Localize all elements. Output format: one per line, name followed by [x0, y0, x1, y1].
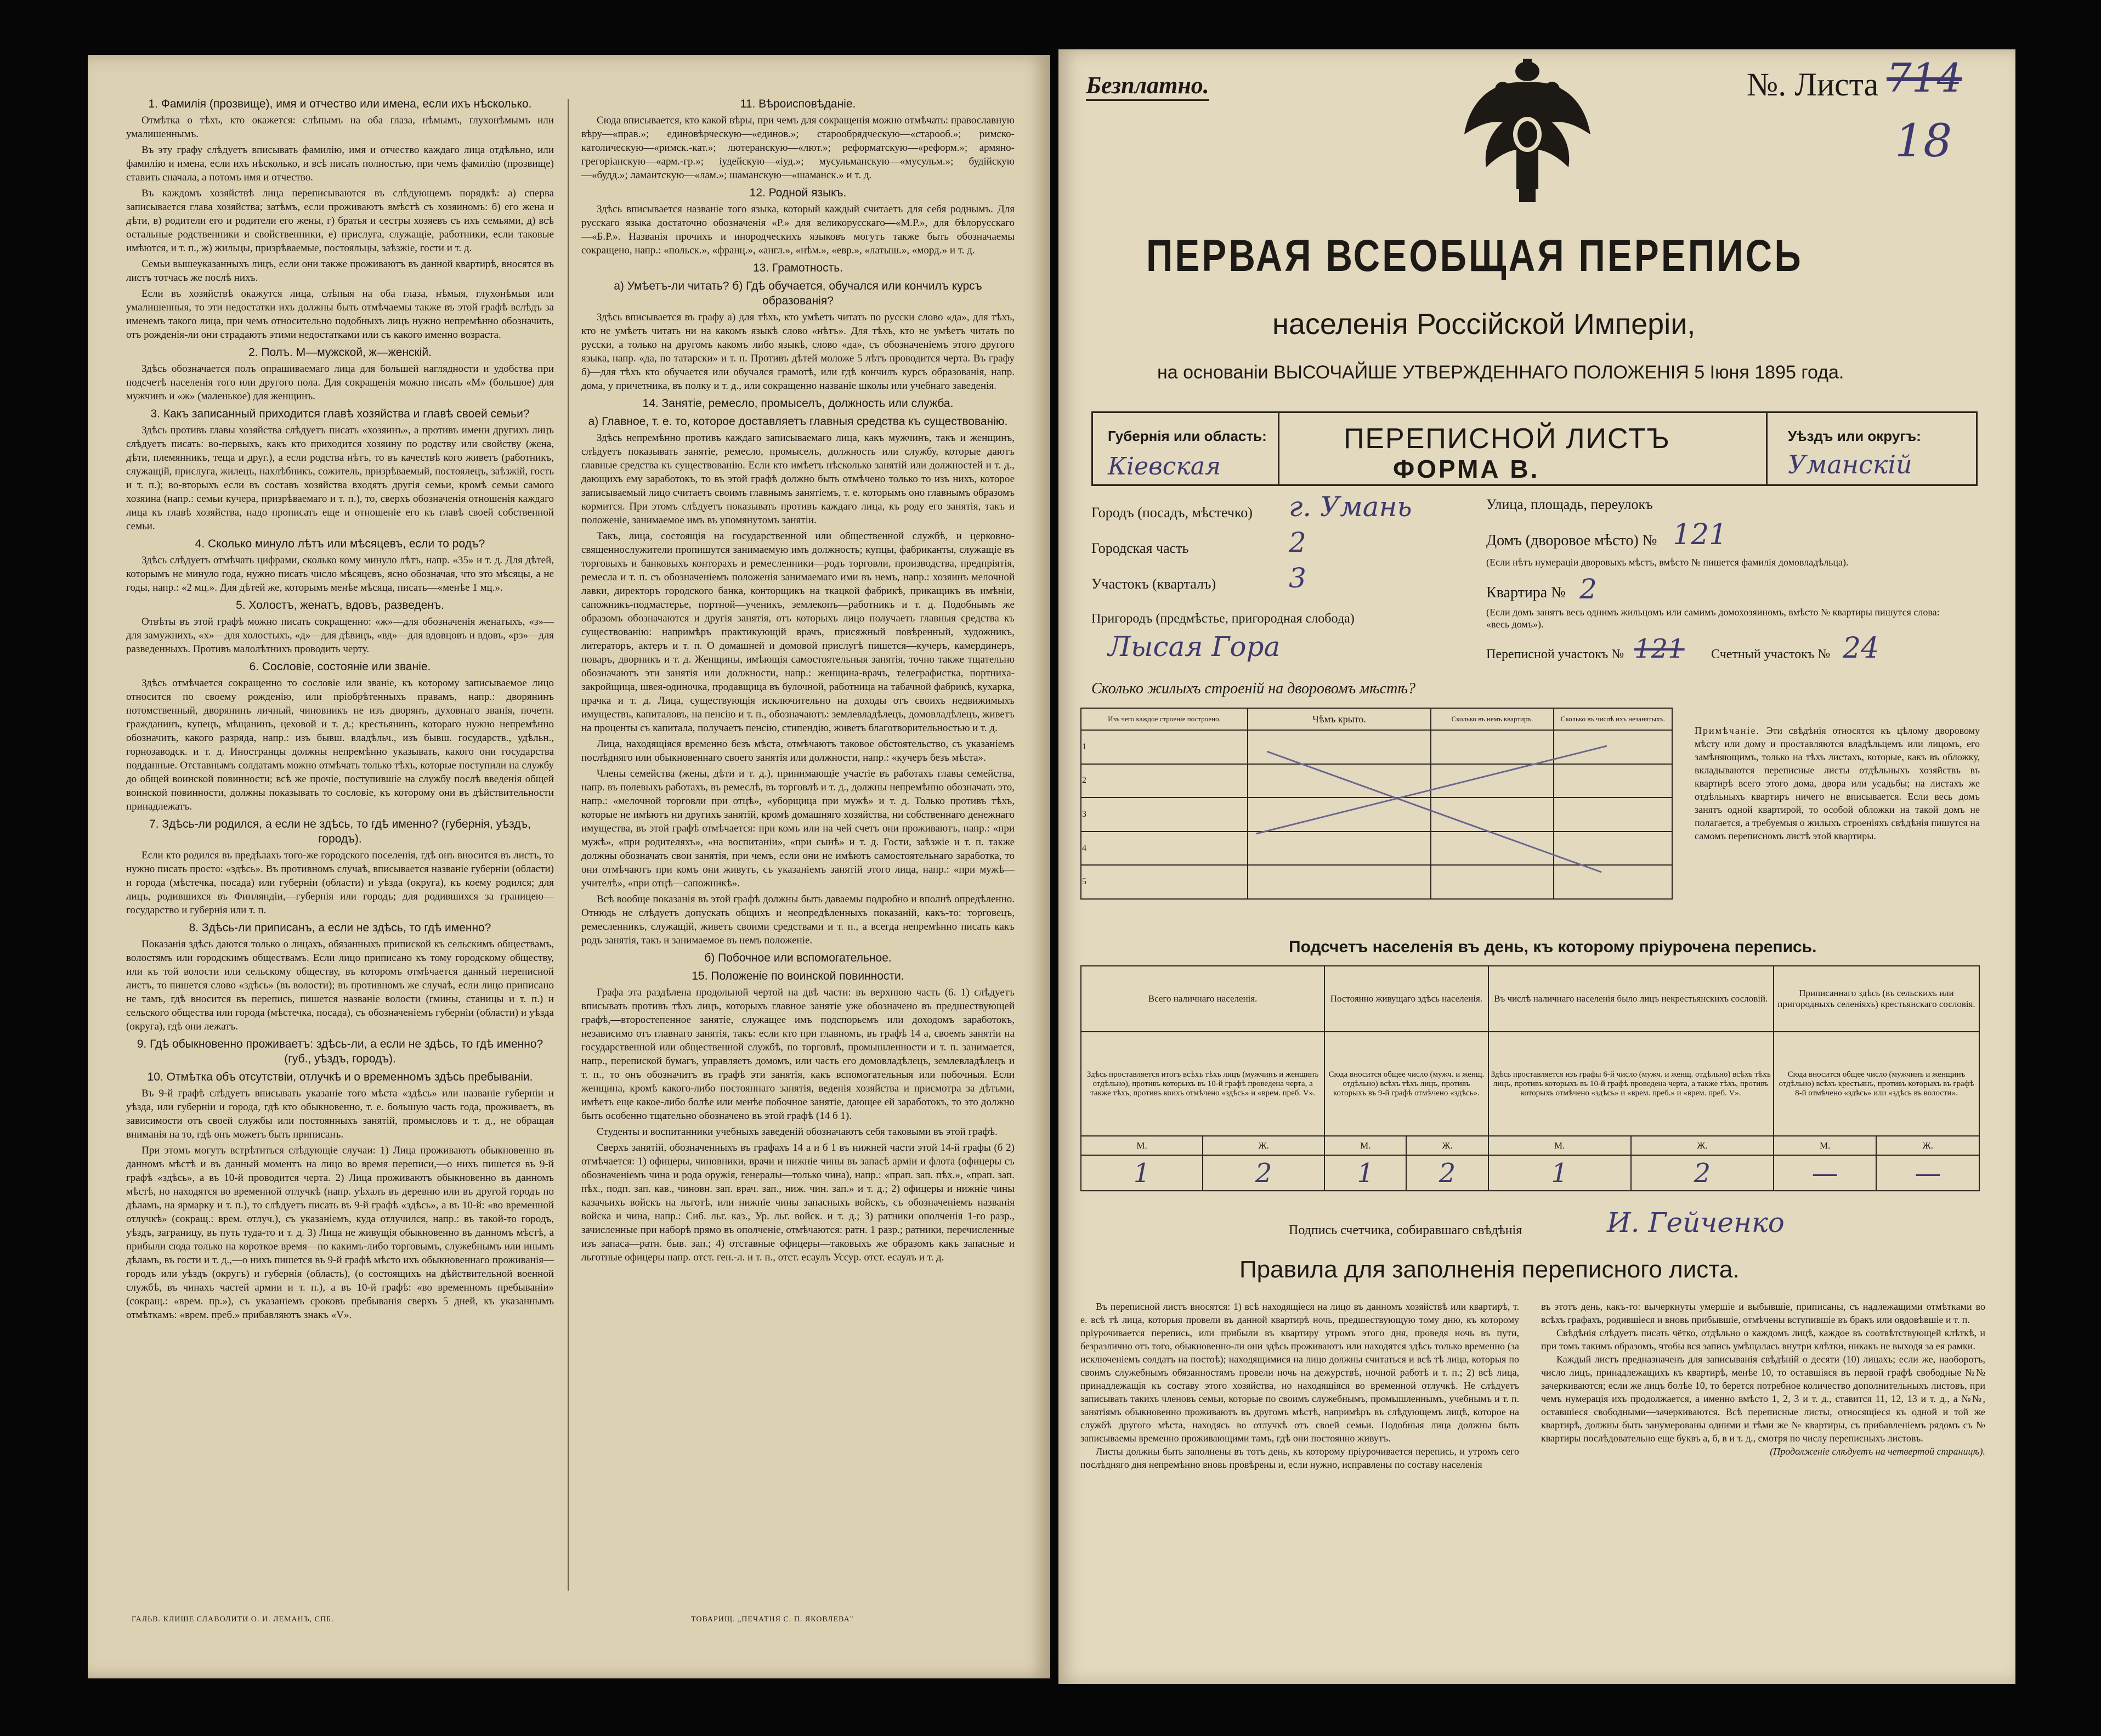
census-form-page [1058, 49, 2015, 1684]
section-heading: 4. Сколько минуло лѣтъ или мѣсяцевъ, если то родъ? [195, 538, 485, 550]
count-peasant-zh: — [1876, 1155, 1979, 1191]
printer-note-left: ГАЛЬВ. КЛИШЕ СЛАВОЛИТИ О. И. ЛЕМАНЪ, СПБ. [132, 1615, 334, 1624]
instruction-paragraph: Сюда вписывается, кто какой вѣры, при чемъ для сокращенія можно отмѣчать: православную вѣру—«прав.»; единовѣрческую—«единов.»; старообрядческую—«старооб.»; римско-католическую—«римск.-кат.»; лютеранскую—«лют.»; реформатскую—«реформ.»; армяно-грегоріанскую—«арм.-гр.»; іудейскую—«іуд.»; мусульманскую—«мусульм.»; будійскую—«будд.»; ламаитскую—«лам.»; шаманскую—«шаманск.» и т. д. [581, 115, 1015, 181]
section-heading: 1. Фамилія (прозвище), имя и отчество или имена, если ихъ нѣсколько. [148, 98, 532, 110]
buildings-row-number: 5 [1081, 865, 1248, 899]
page-subtitle: населенія Россійской Имперіи, [1272, 308, 1696, 341]
instruction-paragraph: Сверхъ занятій, обозначенныхъ въ графахъ 14 а и б 1 въ нижней части этой 14-й графы (б 2) отмѣчается: 1) офицеры, чиновники, врачи и нижніе чины въ запасѣ арміи и флота (офицеры съ обозначеніемъ чина и рода оружія, генералы—только чина), напр.: «прап. зап. пѣх.», «прап. зап. пѣх., подп. зап. кав., чиновн. зап. врач. зап., ниж. чин. зап.» и т. д.; 2) офицеры и нижніе чины казачьихъ войскъ на льготѣ, или нижніе чины запасныхъ войскъ, съ обозначеніемъ названія войска и чина, напр.: Сиб. льг. каз., Ур. льг. войск. и т. д.; 3) ратники ополченія 1-го разр., зачисленные при наборѣ прямо въ ополченіе, отмѣчаются: ратн. 1 разр.; ратники, перечисленные изъ запаса—ратн. быв. зап.; 4) отставные офицеры—таковыхъ же образомъ какъ запасные и льготные офицеры напр. отст. ген.-л. и т. п., отст. есаулъ Уссур. отст. есаулъ и т. д. [581, 1142, 1015, 1263]
instruction-paragraph: Здѣсь противъ главы хозяйства слѣдуетъ писать «хозяинъ», а противъ имени другихъ лицъ слѣдуетъ писать: во-первыхъ, какъ кто приходится хозяину по родству или свойству (жена, дѣти, племянникъ, теща и друг.), а если родства нѣтъ, то въ качествѣ кого живетъ (работникъ, служащій, прислуга, жилецъ, нахлѣбникъ, сожитель, призрѣваемый, постоялецъ, заѣзжій, гость и т. п.); во-вторыхъ если въ составъ хозяйства входятъ другія семьи, кромѣ семьи самого хозяина (напр.: семьи кучера, призрѣваемаго и т. п.), то, сверхъ обозначенія отношенія каждаго лица къ главѣ хозяйства, надо прописать еще и отношеніе его къ главѣ своей собственной семьи. [126, 425, 554, 532]
part-value: 2 [1289, 527, 1306, 558]
instruction-paragraph: Отмѣтка о тѣхъ, кто окажется: слѣпымъ на оба глаза, нѣмымъ, глухонѣмымъ или умалишеннымъ. [126, 115, 554, 140]
census-district-label: Переписной участокъ № [1486, 647, 1624, 661]
header-divider [1766, 411, 1768, 486]
section-heading: 6. Сословіе, состояніе или званіе. [249, 660, 431, 673]
legal-basis: на основаніи ВЫСОЧАЙШЕ УТВЕРЖДЕННАГО ПОЛОЖЕНІЯ 5 Іюня 1895 года. [1157, 362, 1844, 383]
imperial-eagle-emblem-icon [1459, 58, 1596, 206]
buildings-row-number: 3 [1081, 798, 1248, 832]
instruction-paragraph: Если въ хозяйствѣ окажутся лица, слѣпыя на оба глаза, нѣмыя, глухонѣмыя или умалишенныя, то эти недостатки ихъ должны быть отмѣчаемы также въ этой графѣ вслѣдъ за именемъ такого лица, при чемъ относительно подобныхъ лицъ нужно непремѣнно обозначить, отъ рожденія-ли они страдаютъ этими недостатками или съ какого именно возраста. [126, 288, 554, 341]
buildings-row-number: 1 [1081, 730, 1248, 764]
count-m-label: М. [1774, 1136, 1876, 1155]
count-zh-label: Ж. [1631, 1136, 1774, 1155]
city-value: г. Умань [1289, 491, 1412, 523]
instructions-column-1 [126, 93, 554, 1591]
note-title: Примѣчаніе. [1695, 725, 1760, 736]
rules-paragraph: Каждый листъ предназначенъ для записыванія свѣдѣній о десяти (10) лицахъ; если же, наоборотъ, число лицъ, принадлежащихъ къ квартирѣ, менѣе 10, то оставшіяся въ первой графѣ свободные №№ зачеркиваются; если же лицъ болѣе 10, то берется потребное количество дополнительныхъ листовъ, при чемъ нумерація ихъ продолжается, а именно вмѣсто 1, 2, 3 и т. д., ставится 11, 12, 13 и т. д., а №№, оставшіеся свободными—зачеркиваются. Всѣ переписные листы, относящіеся къ одной и той же квартирѣ, должны быть занумерованы одними и тѣми же № квартиры, съ прибавленіемъ рядомъ съ № квартиры послѣдовательно еще буквъ а, б, в и т. д., смотря по числу переписныхъ листовъ. [1541, 1354, 1985, 1444]
count-m-label: М. [1081, 1136, 1203, 1155]
sheet-number-handwritten: 714 [1887, 55, 1962, 101]
house-value: 121 [1673, 518, 1728, 551]
count-desc-non-peasant: Здѣсь проставляется изъ графы 6-й число (мужч. и женщ. отдѣльно) всѣхъ тѣхъ лицъ, противъ которыхъ въ 10-й графѣ проведена черта, а также тѣхъ, противъ которыхъ отмѣчено «здѣсь» и «врем. преб.» и «врем. преб. V». [1488, 1032, 1774, 1136]
section-heading: 7. Здѣсь-ли родился, а если не здѣсь, то гдѣ именно? (губернія, уѣздъ, городъ). [149, 818, 531, 845]
form-subtitle: ФОРМА В. [1393, 455, 1540, 483]
note-block [1695, 724, 1980, 842]
buildings-col-roof: Чѣмъ крыто. [1248, 708, 1431, 730]
instruction-paragraph: Семьи вышеуказанныхъ лицъ, если они также проживаютъ въ данной квартирѣ, вносятся въ листъ тотчасъ же послѣ нихъ. [126, 258, 554, 284]
printer-note-right: ТОВАРИЩ. „ПЕЧАТНЯ С. П. ЯКОВЛЕВА" [691, 1615, 854, 1624]
buildings-row-number: 4 [1081, 832, 1248, 866]
section-heading: 10. Отмѣтка объ отсутствіи, отлучкѣ и о временномъ здѣсь пребываніи. [147, 1071, 533, 1083]
buildings-col-vacant: Сколько въ числѣ ихъ незанятыхъ. [1554, 708, 1672, 730]
section-heading: 9. Гдѣ обыкновенно проживаетъ: здѣсь-ли, а если не здѣсь, то гдѣ именно? (губ., уѣздъ, городъ). [137, 1038, 543, 1065]
apartment-label: Квартира № [1486, 584, 1566, 601]
district-value: Уманскій [1788, 450, 1912, 479]
count-zh-label: Ж. [1203, 1136, 1324, 1155]
instruction-paragraph: Въ эту графу слѣдуетъ вписывать фамилію, имя и отчество каждаго лица отдѣльно, или фамилію и имена, если ихъ нѣсколько, и всѣ писать полностью, при чемъ фамилію (прозвище) ставить сначала, а потомъ имя и отчество. [126, 144, 554, 183]
buildings-col-material: Изъ чего каждое строеніе построено. [1081, 708, 1248, 730]
section-heading: а) Умѣетъ-ли читать? б) Гдѣ обучается, обучался или кончилъ курсъ образованія? [614, 280, 982, 307]
signature-label: Подпись счетчика, собиравшаго свѣдѣнія [1289, 1223, 1522, 1237]
pencil-strike-lines [1245, 735, 1618, 900]
count-resident-zh: 2 [1406, 1155, 1488, 1191]
section-label: Участокъ (кварталъ) [1091, 576, 1216, 592]
rules-title: Правила для заполненія переписного листа. [1239, 1256, 1740, 1283]
census-district-value: 121 [1634, 634, 1685, 664]
count-present-m: 1 [1081, 1155, 1203, 1191]
section-value: 3 [1289, 562, 1306, 594]
instruction-paragraph: Здѣсь отмѣчается сокращенно то сословіе или званіе, къ которому записываемое лицо относится по своему рожденію, или пріобрѣтенныхъ правамъ, напр.: дворянинъ потомственный, дворянинъ личный, чиновникъ не изъ дворянъ, духовнаго званія, почетн. гражданинъ, купецъ, мѣщанинъ, цеховой и т. д.; крестьянинъ, котораго нужно непремѣнно обозначить, какого разряда, напр.: изъ бывш. владѣльч., изъ бывш. государств., удѣльн., горнозаводск. и т. д. Иностранцы должны непремѣнно указывать, какого они государства подданные. Отставнымъ солдатамъ можно отмѣчать только тѣхъ, которые поступили на службу до общей воинской повинности; всѣ же прочіе, поступившіе на службу послѣ введенія общей воинской повинности, должны показывать то сословіе, къ которому они въ дѣйствительности принадлежатъ. [126, 677, 554, 812]
count-present-zh: 2 [1203, 1155, 1324, 1191]
province-label: Губернія или область: [1108, 428, 1267, 444]
buildings-question: Сколько жилыхъ строеній на дворовомъ мѣстѣ? [1091, 680, 1416, 697]
instruction-paragraph: Здѣсь вписывается названіе того языка, который каждый считаетъ для себя роднымъ. Для русскаго языка достаточно обозначенія «Р.» для великорусскаго—«М.Р.», для бѣлорусскаго—«Б.Р.». Названія прочихъ и инородческихъ языковъ могутъ также быть обозначаемы сокращено, напр.: «польск.», «франц.», «англ.», «нѣм.», «евр.», «латыш.», «морд.» и т. д. [581, 203, 1015, 256]
count-zh-label: Ж. [1876, 1136, 1979, 1155]
column-divider [568, 99, 569, 1591]
instruction-paragraph: Въ каждомъ хозяйствѣ лица переписываются въ слѣдующемъ порядкѣ: а) сперва записывается глава хозяйства; затѣмъ, если проживаютъ вмѣстѣ съ хозяиномъ: б) его жена и дѣти, в) родители его и родители его жены, г) братья и сестры хозяевъ съ ихъ семьями, д) всѣ остальные родственники и свойственники, е) прислуга, служащіе, работники, если таковые имѣются, и т. п., ж) жильцы, призрѣваемые, постояльцы, заѣзжіе, гости и т. д. [126, 188, 554, 254]
instruction-paragraph: Графа эта раздѣлена продольной чертой на двѣ части: въ верхнюю часть (6. 1) слѣдуетъ вписывать противъ тѣхъ лицъ, которыхъ главное занятіе уже обозначено въ предшествующей графѣ,—второстепенное занятіе, служащее имъ подспорьемъ или доходомъ заработокъ, независимо отъ главнаго занятія, такъ: если кто при главномъ, въ графѣ 14 а, своемъ занятіи на государственной или общественной службѣ, по торговлѣ, промышленности и т. п. занимается, напр., перепиской бумагъ, управляетъ домомъ, или часть его домовладѣлецъ, землевладѣлецъ и т. п., то онъ обозначитъ въ графѣ эти занятія, какъ вспомогательныя или побочныя. Если женщина, кромѣ какого-либо постояннаго занятія, веденія хозяйства и присмотра за дѣтьми, имѣетъ еще какое-либо болѣе или менѣе побочное занятіе, дающее ей заработокъ, то это должно быть особенно тщательно обозначено въ этой графѣ (14 б 1). [581, 987, 1015, 1122]
city-label: Городъ (посадъ, мѣстечко) [1091, 505, 1253, 521]
instruction-paragraph: Члены семейства (жены, дѣти и т. д.), принимающіе участіе въ работахъ главы семейства, напр. въ полевыхъ работахъ, въ ремеслѣ, въ торговлѣ и т. д., должны непремѣнно обозначать это, напр.: «мелочной торговли при отцѣ», «уборщица при мужѣ» и т. д. Только противъ тѣхъ, которые не имѣютъ ни другихъ занятій, кромѣ домашняго хозяйства, ни собственнаго денежнаго имущества, въ этой графѣ отмѣчается: при комъ или на чей счетъ они проживаютъ, напр.: «при мужѣ», «при родителяхъ», «на воспитаніи», «при сынѣ» и т. д. Гости, заѣзжіе и т. п. также должны обозначать свои занятія, при чемъ, если они не имѣютъ самостоятельнаго заработка, то они отмѣчаютъ при комъ они живутъ, съ указаніемъ занятій этого лица, напр.: «при мужѣ—учителѣ», «при отцѣ—сапожникѣ». [581, 768, 1015, 889]
population-count-table [1080, 965, 1980, 1191]
instruction-paragraph: Если кто родился въ предѣлахъ того-же городского поселенія, гдѣ онъ вносится въ листъ, то нужно писать просто: «здѣсь». Въ противномъ случаѣ, вписывается названіе губерніи (области) и города (мѣстечка, посада) или губерніи (области) и уѣзда (округа), къ коему родился; для лицъ, родившихся въ Финляндіи,—губернія или городъ; для родившихся за границею—государство и губернія или т. п. [126, 850, 554, 916]
section-heading: 12. Родной языкъ. [749, 186, 847, 199]
rules-column-1 [1080, 1300, 1519, 1471]
section-heading: б) Побочное или вспомогательное. [704, 952, 892, 964]
instruction-paragraph: Лица, находящіяся временно безъ мѣста, отмѣчаютъ таковое обстоятельство, съ указаніемъ послѣдняго или обыкновеннаго своего занятія или должности, напр.: «кучеръ безъ мѣста». [581, 738, 1015, 764]
count-desc-peasant: Сюда вносится общее число (мужчинъ и женщинъ отдѣльно) всѣхъ крестьянъ, противъ которыхъ въ графѣ 8-й отмѣчено «здѣсь» или «здѣсь въ волости». [1774, 1032, 1979, 1136]
count-peasant-m: — [1774, 1155, 1876, 1191]
house-note: (Если нѣтъ нумераціи дворовыхъ мѣстъ, вмѣсто № пишется фамилія домовладѣльца). [1486, 557, 1849, 568]
section-heading: 3. Какъ записанный приходится главѣ хозяйства и главѣ своей семьи? [150, 408, 530, 420]
rules-paragraph: Листы должны быть заполнены въ тотъ день, къ которому пріурочивается перепись, и утромъ сего послѣдняго дня непремѣнно вновь провѣрены и, если нужно, исправлены по составу населенія [1080, 1446, 1519, 1470]
province-value: Кіевская [1108, 453, 1221, 480]
buildings-row-number: 2 [1081, 764, 1248, 798]
street-label: Улица, площадь, переулокъ [1486, 496, 1653, 512]
header-divider [1278, 411, 1279, 486]
instruction-paragraph: Здѣсь вписывается въ графу а) для тѣхъ, кто умѣетъ читать по русски слово «да», для тѣхъ, кто не умѣетъ читать ни на какомъ языкѣ слово «нѣтъ». Для тѣхъ, кто не умѣетъ читать по русски, а только на другомъ какомъ либо языкѣ, слово «да», съ обозначеніемъ этого другого языка, напр. «да, по татарски» и т. п. Противъ дѣтей моложе 5 лѣтъ проводится черта. Въ графу б)—для тѣхъ кто обучается или обучался грамотѣ, или гдѣ кончилъ курсъ образованія, напр. дома, у причетника, въ полку и т. д., или сокращенно названіе школы или учебнаго заведенія. [581, 312, 1015, 392]
apartment-value: 2 [1579, 573, 1597, 605]
section-heading: 2. Полъ. М—мужской, ж—женскій. [248, 346, 432, 359]
instruction-paragraph: Студенты и воспитанники учебныхъ заведеній обозначаютъ себя таковыми въ этой графѣ. [597, 1126, 998, 1138]
section-heading: а) Главное, т. е. то, которое доставляетъ главныя средства къ существованію. [588, 415, 1008, 428]
page-title: ПЕРВАЯ ВСЕОБЩАЯ ПЕРЕПИСЬ [1146, 231, 1803, 281]
instruction-paragraph: Въ 9-й графѣ слѣдуетъ вписывать указаніе того мѣста «здѣсь» или названіе губерніи и уѣзда, или губерніи и города, гдѣ кто обыкновенно, т. е. большую часть года, проживаетъ, въ зависимости отъ своей службы или постоянныхъ занятій, промысловъ и т. д., не обращая вниманія на то, гдѣ онъ можетъ быть приписанъ. [126, 1088, 554, 1140]
count-zh-label: Ж. [1406, 1136, 1488, 1155]
count-district-label: Счетный участокъ № [1711, 647, 1831, 661]
district-label: Уѣздъ или округъ: [1788, 428, 1921, 444]
enumerator-signature: И. Гейченко [1607, 1207, 1785, 1239]
section-heading: 15. Положеніе по воинской повинности. [692, 970, 904, 982]
free-label: Безплатно. [1086, 71, 1209, 101]
rules-paragraph: Въ переписной листъ вносятся: 1) всѣ находящіеся на лицо въ данномъ хозяйствѣ или квартирѣ, т. е. всѣ тѣ лица, которыя провели въ данной квартирѣ ночь, предшествующую тому дню, къ которому пріурочивается перепись, или прибыли въ квартиру утромъ этого дня, проведя ночь въ пути, безразлично отъ того, обыкновенно-ли они здѣсь проживаютъ или находятся здѣсь только временно (за исключеніемъ солдатъ на постоѣ); находящимися на лицо должны считаться и всѣ тѣ лица, которыя по своимъ служебнымъ обязанностямъ провели ночь на дежурствѣ, ночной работѣ и т. п.; 2) всѣ лица, принадлежащія къ составу этого хозяйства, но находящіяся во временной отлучкѣ. Не слѣдуетъ записывать такихъ членовъ семьи, которые по своимъ служебнымъ, промышленнымъ, учебнымъ и т. п. занятіямъ обыкновенно проживаютъ въ другомъ мѣстѣ, напримѣръ въ слѣдующемъ лицѣ, которое на службѣ другого мѣста, находясь во отлучкѣ отъ своей семьи. Подобныя лица должны быть записываемы временно проживающими тамъ, гдѣ они постоянно живутъ. [1080, 1301, 1519, 1444]
rules-paragraph: въ этотъ день, какъ-то: вычеркнуты умершіе и выбывшіе, приписаны, съ надлежащими отмѣтками во всѣхъ графахъ, родившіеся и вновь прибывшіе, отмѣчены вступившіе въ бракъ или овдовѣвшіе и т. п. [1541, 1301, 1985, 1325]
count-district-value: 24 [1843, 632, 1879, 665]
count-title: Подсчетъ населенія въ день, къ которому пріурочена перепись. [1289, 938, 1817, 956]
instruction-paragraph: Всѣ вообще показанія въ этой графѣ должны быть даваемы подробно и вполнѣ опредѣленно. Отнюдь не слѣдуетъ допускать общихъ и неопредѣленныхъ показаній, какъ-то: торговецъ, ремесленникъ, служащій, живетъ своими средствами и т. п., а всегда непремѣнно писать какъ родъ занятія, такъ и занимаемое въ немъ положеніе. [581, 894, 1015, 946]
suburb-label: Пригородъ (предмѣстье, пригородная слобода) [1091, 612, 1355, 626]
count-resident-m: 1 [1324, 1155, 1406, 1191]
note-text: Эти свѣдѣнія относятся къ цѣлому дворовому мѣсту или дому и проставляются владѣльцемъ или лицомъ, его замѣняющимъ, только на тѣхъ листахъ, которые, какъ въ обложку, вкладываются переписные листы отдѣльныхъ хозяйствъ въ квартирѣ всего этого дома, двора или усадьбы; на листахъ же отдѣльныхъ квартиръ ничего не вписывается. Если весь домъ занятъ одной квартирой, то особой обложки на такой домъ не полагается, а требуемыя о жилыхъ строеніяхъ свѣдѣнія пишутся на самомъ переписномъ листѣ этой квартиры. [1695, 725, 1980, 841]
instruction-paragraph: Показанія здѣсь даются только о лицахъ, обязанныхъ припиской къ сельскимъ обществамъ, волостямъ или городскимъ обществамъ. Если лицо приписано къ тому городскому обществу, или къ той волости или сельскому обществу, въ которомъ отмѣчается данный переписной листъ, то пишется слово «здѣсь» (въ волости); въ противномъ же случаѣ, если лицо приписано не тамъ, гдѣ вносится въ перепись, пишется названіе волости (гмины, станицы и т. п.) и сельского общества или города (мѣстечка, посада), съ обозначеніемъ губерніи (области) и уѣзда (округа), гдѣ они лежатъ. [126, 938, 554, 1032]
apartment-note: (Если домъ занятъ весь однимъ жильцомъ или самимъ домохозяиномъ, вмѣсто № квартиры пишутся слова: «весь домъ»). [1486, 607, 1940, 630]
sheet-number-handwritten-2: 18 [1895, 115, 1952, 167]
section-heading: 5. Холостъ, женатъ, вдовъ, разведенъ. [236, 599, 444, 612]
count-non-peasant-zh: 2 [1631, 1155, 1774, 1191]
count-head-peasant: Приписаннаго здѣсь (въ сельскихъ или пригородныхъ селеніяхъ) крестьянскаго сословія. [1774, 966, 1979, 1032]
instruction-paragraph: Здѣсь слѣдуетъ отмѣчать цифрами, сколько кому минуло лѣтъ, напр. «35» и т. д. Для дѣтей, которымъ не минуло года, нужно писать число мѣсяцевъ, ясно обозначая, что это мѣсяцы, а не годы, напр.: «2 мц.». Для дѣтей же, которымъ менѣе мѣсяца, писать—«менѣе 1 мц.». [126, 555, 554, 593]
section-heading: 13. Грамотность. [752, 262, 843, 274]
buildings-col-apartments: Сколько въ немъ квартиръ. [1431, 708, 1554, 730]
count-m-label: М. [1324, 1136, 1406, 1155]
instruction-paragraph: Здѣсь непремѣнно противъ каждаго записываемаго лица, какъ мужчинъ, такъ и женщинъ, слѣдуетъ показывать занятіе, ремесло, промыселъ, должность или службу, которые даютъ главные средства къ существованію. Если кто имѣетъ нѣсколько занятій или должностей и т. д., дающихъ ему заработокъ, то въ этой графѣ должно быть отмѣчено только то изъ нихъ, которое записываемый лицо считаетъ своимъ главнымъ занятіемъ, т. е. которымъ оно главнымъ образомъ кормится. При этомъ слѣдуетъ показывать противъ каждаго лица, къ роду его занятія, такъ и положеніе, занимаемое имъ въ упомянутомъ занятіи. [581, 432, 1015, 526]
section-heading: 14. Занятіе, ремесло, промыселъ, должность или служба. [642, 397, 954, 410]
count-head-non-peasant: Въ числѣ наличнаго населенія было лицъ некрестьянскихъ сословій. [1488, 966, 1774, 1032]
instruction-paragraph: Такъ, лица, состоящія на государственной или общественной службѣ, и церковно-священнослужители пропишутся занимаемую имъ должность; купцы, фабриканты, служащіе въ торговыхъ и банковыхъ конторахъ и ремесленники—родъ торговли, производства, предпріятія, ремесла и т. п. съ обозначеніемъ положенія занимаемаго ими въ немъ, напр.: хозяинъ мелочной лавки, директоръ городского банка, конторщикъ на ткацкой фабрикѣ, прикащикъ въ имѣніи, сапожникъ-подмастерье, портной—ученикъ, землекопъ—работникъ и т. д. Подобнымъ же образомъ обозначаются и другія занятія, отъ которыхъ лицо получаетъ главныя средства къ существованію: напримѣръ практикующій врачъ, присяжный повѣренный, художникъ, литераторъ, актеръ и т. п. О домашней и домовой прислугѣ пишется—кучеръ, камердинеръ, поваръ, дворникъ и т. д. Женщины, имѣющія самостоятельныя занятія, точно также тщательно обозначаютъ эти занятія или должности, напр.: женщина-врачъ, телеграфистка, портниха-закройщица, швея-одиночка, продавщица въ булочной, работница на табачной фабрикѣ, кухарка, прачка и т. д. Лица, существующія исключительно на доходы отъ своихъ недвижимыхъ имуществъ, капиталовъ, на пенсію и т. п., обозначаютъ: землевладѣлецъ, домовладѣлецъ, живетъ на проценты съ капитала, получаетъ пенсію, стипендію, живетъ благотворительностью и т. д. [581, 530, 1015, 734]
section-heading: 11. Вѣроисповѣданіе. [740, 98, 856, 110]
form-title: ПЕРЕПИСНОЙ ЛИСТЪ [1344, 423, 1670, 455]
sheet-number-label: №. Листа [1747, 66, 1879, 103]
count-desc-present: Здѣсь проставляется итогъ всѣхъ тѣхъ лицъ (мужчинъ и женщинъ отдѣльно), противъ которыхъ въ 10-й графѣ проведена черта, а также тѣхъ, противъ коихъ отмѣчено «здѣсь» и «врем. преб. V». [1081, 1032, 1324, 1136]
count-non-peasant-m: 1 [1488, 1155, 1631, 1191]
rules-paragraph: Свѣдѣнія слѣдуетъ писать чётко, отдѣльно о каждомъ лицѣ, каждое въ соотвѣтствующей клѣткѣ, и при томъ такимъ образомъ, чтобы вся запись умѣщалась внутри клѣтки, никакъ не выходя за ея рамки. [1541, 1327, 1985, 1352]
instruction-paragraph: При этомъ могутъ встрѣтиться слѣдующіе случаи: 1) Лица проживаютъ обыкновенно въ данномъ мѣстѣ и въ данный моментъ на лицо во время переписи,—о нихъ пишется въ 9-й графѣ «здѣсь», а въ 10-й проводится черта. 2) Лица проживаютъ обыкновенно въ данномъ мѣстѣ, но находятся во временной отлучкѣ (напр. уѣхалъ въ деревню или въ другой городъ по дѣламъ, на ярмарку и т. п.), то слѣдуетъ писать въ 9-й графѣ «здѣсь», а въ 10-й: «во временной отлучкѣ» (сокращ.: врем. отлуч.), съ указаніемъ, куда отлучился, напр.: въ такой-то городъ, уѣздъ, заграницу, въ путь туда-то и т. д. 3) Лица не живущія обыкновенно въ данномъ мѣстѣ, а прибыли сюда только на короткое время—по какимъ-либо торговымъ, служебнымъ или инымъ дѣламъ, въ гости и т. д.,—о нихъ пишется въ 9-й графѣ мѣсто ихъ обыкновеннаго проживанія—городъ или уѣздъ (округъ) и губернія (область), (о состоящихъ на дѣйствительной военной службѣ, въ чинахъ частей армии и т. п.), а въ 10-й графѣ: «во временномъ пребываніи» (сокращ.: «врем. пр.»), съ указаніемъ сроковъ пребыванія сверхъ 5 дней, къ указаннымъ отмѣткамъ: «врем. преб.» прибавляютъ знакъ «V». [126, 1145, 554, 1321]
section-heading: 8. Здѣсь-ли приписанъ, а если не здѣсь, то гдѣ именно? [189, 921, 491, 934]
count-head-present: Всего наличнаго населенія. [1081, 966, 1324, 1032]
count-m-label: М. [1488, 1136, 1631, 1155]
instruction-paragraph: Здѣсь обозначается полъ опрашиваемаго лица для большей наглядности и удобства при подсчетѣ населенія того или другого пола. Для сокращенія можно писать «М» (большое) для мужчинъ и «ж» (маленькое) для женщинъ. [126, 363, 554, 402]
instruction-paragraph: Отвѣты въ этой графѣ можно писать сокращенно: «ж»—для обозначенія женатыхъ, «з»—для замужнихъ, «х»—для холостыхъ, «д»—для дѣвицъ, «вд»—для вдовцовъ и вдовъ, «рз»—для разведенныхъ. Противъ малолѣтнихъ проводить черту. [126, 616, 554, 655]
suburb-value: Лысая Гора [1108, 631, 1281, 663]
count-head-resident: Постоянно живущаго здѣсь населенія. [1324, 966, 1488, 1032]
left-page [88, 55, 1050, 1678]
rules-column-2 [1541, 1300, 1985, 1458]
part-label: Городская часть [1091, 540, 1189, 556]
instructions-column-2 [581, 93, 1015, 1591]
count-desc-resident: Сюда вносится общее число (мужч. и женщ. отдѣльно) всѣхъ тѣхъ лицъ, противъ которыхъ въ 9-й графѣ отмѣчено «здѣсь». [1324, 1032, 1488, 1136]
continued-note: (Продолженіе слѣдуетъ на четвертой страницѣ). [1770, 1446, 1985, 1457]
house-label: Домъ (дворовое мѣсто) № [1486, 532, 1657, 549]
